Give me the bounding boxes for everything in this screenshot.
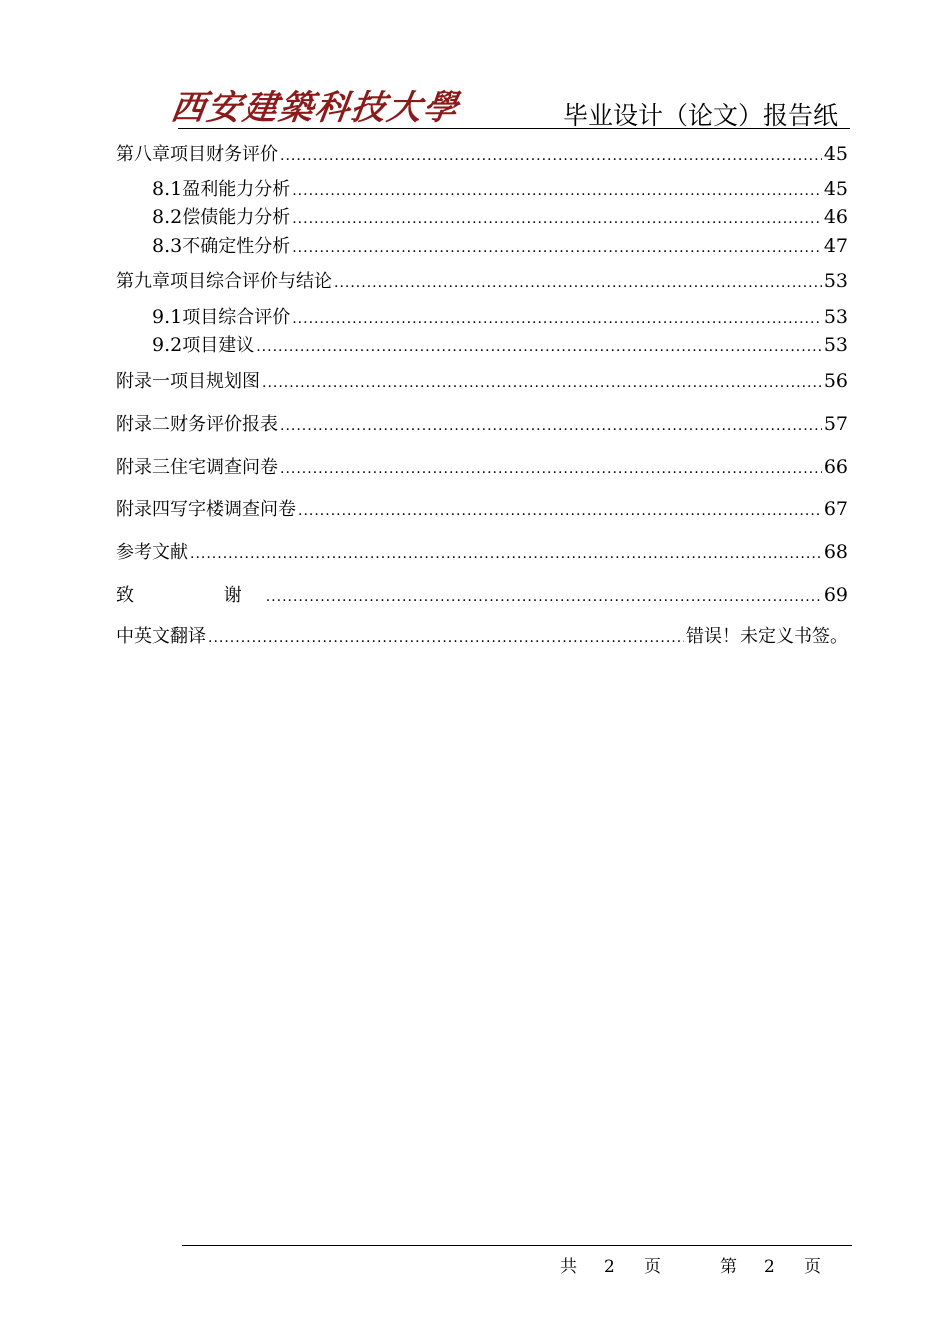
toc-leader (334, 270, 822, 296)
header-title: 毕业设计（论文）报告纸 (562, 101, 838, 130)
toc-title: 致 谢 (116, 585, 264, 606)
toc-number: 8.3 (152, 235, 183, 257)
toc-number: 附录二 (116, 414, 170, 435)
toc-leader (298, 498, 822, 524)
toc-leader (292, 178, 822, 204)
toc-leader (292, 306, 822, 332)
toc-title: 项目规划图 (170, 371, 260, 392)
toc-page: 53 (823, 306, 848, 328)
toc-entry[interactable] (116, 233, 848, 261)
toc-title: 项目综合评价与结论 (170, 271, 332, 292)
toc-entry[interactable] (116, 304, 848, 332)
toc-leader (262, 370, 822, 396)
toc-leader (292, 206, 822, 232)
toc-page: 47 (823, 235, 848, 257)
toc-page: 53 (823, 334, 848, 356)
toc-entry[interactable] (116, 496, 848, 524)
footer-current-page: 2 (764, 1257, 775, 1277)
toc-entry[interactable] (116, 176, 848, 204)
footer-total-unit: 页 (644, 1257, 661, 1277)
toc-title: 项目建议 (182, 335, 255, 356)
footer-rule (182, 1245, 852, 1246)
toc-leader (280, 456, 822, 482)
toc-title: 中英文翻译 (116, 626, 206, 647)
toc-page: 57 (823, 413, 848, 435)
toc-title: 写字楼调查问卷 (170, 499, 296, 520)
toc-entry[interactable] (116, 332, 848, 360)
toc-number: 9.1 (152, 306, 183, 328)
toc-entry[interactable] (116, 141, 848, 169)
toc-title: 偿债能力分析 (182, 207, 291, 228)
toc-number: 8.2 (152, 206, 183, 228)
toc-leader (292, 235, 822, 261)
toc-page: 53 (823, 270, 848, 292)
toc-page-error: 错误！未定义书签。 (686, 626, 848, 647)
toc-entry[interactable] (116, 582, 848, 610)
toc-number: 8.1 (152, 178, 183, 200)
toc-leader (280, 143, 822, 169)
toc-title: 项目综合评价 (182, 307, 291, 328)
toc-entry[interactable] (116, 454, 848, 482)
toc-page: 66 (823, 456, 848, 478)
toc-entry[interactable] (116, 268, 848, 296)
university-logo: 西安建築科技大學 (168, 88, 462, 128)
toc-page: 67 (823, 498, 848, 520)
toc-leader (266, 584, 822, 610)
toc-leader (208, 625, 684, 651)
toc-page: 45 (823, 178, 848, 200)
toc-page: 45 (823, 143, 848, 165)
page-footer (560, 1252, 821, 1277)
toc-entry[interactable] (116, 204, 848, 232)
toc-page: 69 (823, 584, 848, 606)
toc-title: 不确定性分析 (182, 236, 291, 257)
toc-title: 住宅调查问卷 (170, 457, 278, 478)
footer-current-label: 第 (720, 1257, 737, 1277)
toc-leader (280, 413, 822, 439)
toc-title: 参考文献 (116, 542, 188, 563)
toc-number: 第八章 (116, 144, 170, 165)
toc-page: 56 (823, 370, 848, 392)
toc-leader (256, 334, 822, 360)
toc-number: 9.2 (152, 334, 183, 356)
toc-title: 财务评价报表 (170, 414, 278, 435)
toc-entry[interactable] (116, 411, 848, 439)
toc-number: 附录三 (116, 457, 170, 478)
footer-total-label: 共 (560, 1257, 577, 1277)
toc-number: 附录一 (116, 371, 170, 392)
toc-title: 盈利能力分析 (182, 179, 291, 200)
toc-entry[interactable] (116, 539, 848, 567)
footer-current-unit: 页 (804, 1257, 821, 1277)
toc-page: 46 (823, 206, 848, 228)
toc-entry[interactable] (116, 624, 848, 651)
toc-leader (190, 541, 822, 567)
toc-number: 第九章 (116, 271, 170, 292)
toc-number: 附录四 (116, 499, 170, 520)
toc-title: 项目财务评价 (170, 144, 278, 165)
footer-total-pages: 2 (604, 1257, 615, 1277)
toc-entry[interactable] (116, 368, 848, 396)
toc-page: 68 (823, 541, 848, 563)
header-rule (178, 128, 850, 129)
